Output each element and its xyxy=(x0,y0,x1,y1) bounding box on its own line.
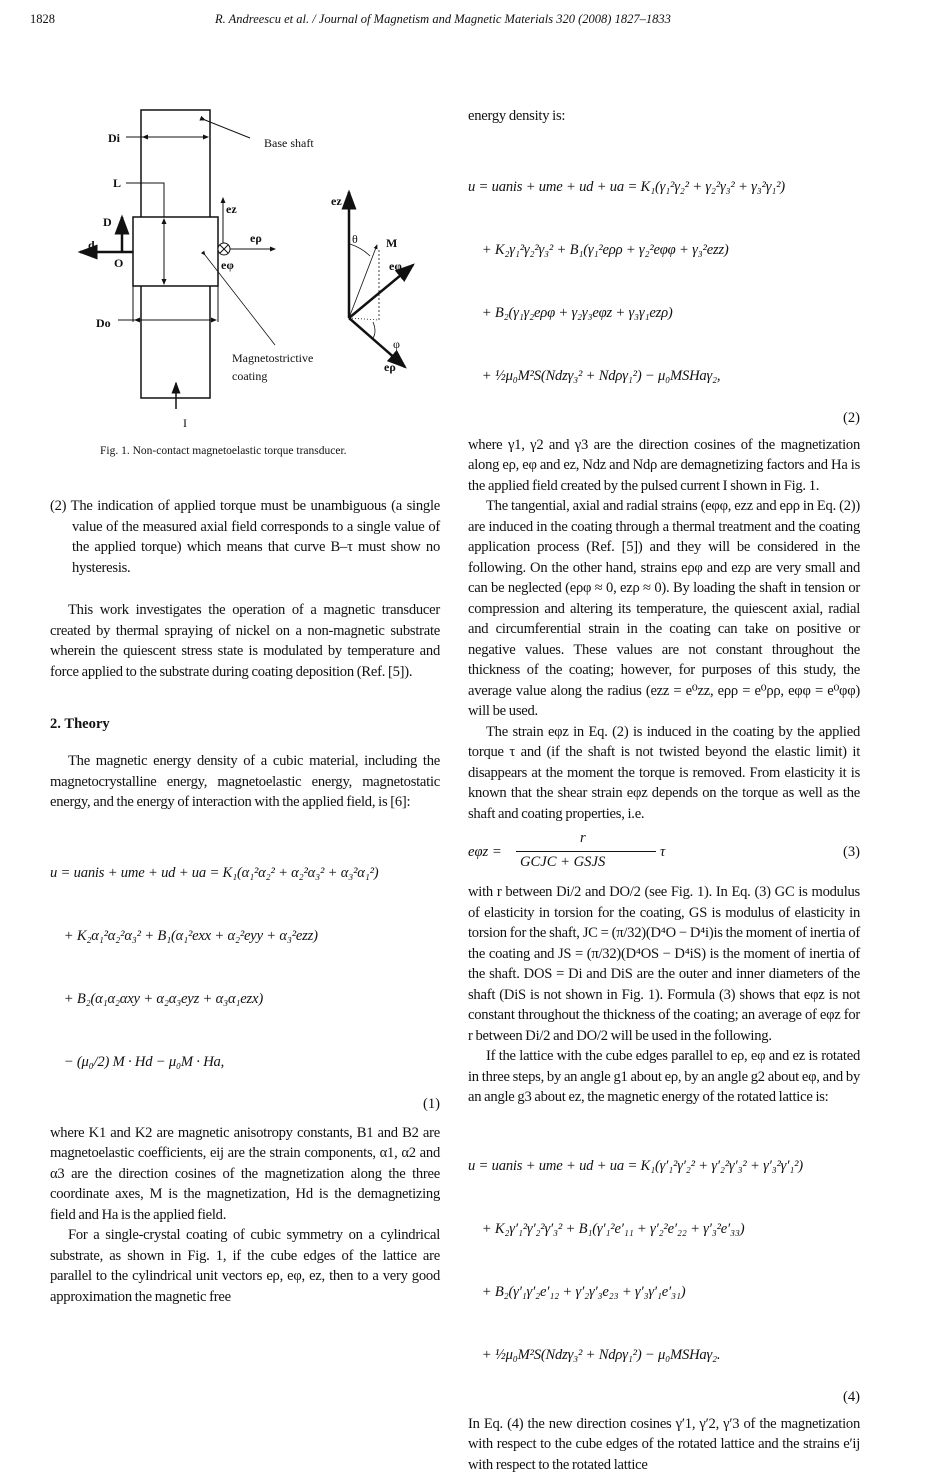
equation-line: u = uanis + ume + ud + ua = K₁(α₁²α₂² + α₂²α₃² + α₃²α₁²) xyxy=(50,863,378,884)
paragraph: The magnetic energy density of a cubic material, including the magnetocrystalline energy, magnetoelastic energy, magnetostatic energy, and the energy of interaction with the applied field, is [6]: xyxy=(50,751,440,813)
equation-number: (1) xyxy=(423,1094,440,1115)
label-d: d xyxy=(88,238,95,253)
equation-line: + K₂γ′₁²γ′₂²γ′₃² + B₁(γ′₁²e′₁₁ + γ′₂²e′₂₂ + γ′₃²e′₃₃) xyxy=(468,1219,803,1240)
paragraph: The tangential, axial and radial strains (eφφ, ezz and eρρ in Eq. (2)) are induced in the coating through a thermal treatment and the coating application process (Ref. [5]) and they will be considered in the following. On the other hand, strains eρφ and ezρ are very small and can be neglected (eρφ ≈ 0, ezρ ≈ 0). By loading the shaft in tension or compression and altering its temperature, the quiescent axial, radial and circumferential strain in the coating can take on positive or negative values. These values are not constant throughout the thickness of the coating; however, for purposes of this study, the average value along the radius (ezz = e⁰zz, eρρ = e⁰ρρ, eφφ = e⁰φφ) will be used. xyxy=(468,496,860,722)
right-column xyxy=(468,106,860,1475)
label-ez: ez xyxy=(226,202,237,217)
label-erho-2: eρ xyxy=(384,360,396,375)
label-Do: Do xyxy=(96,316,111,331)
label-phi: φ xyxy=(393,337,400,352)
paragraph: For a single-crystal coating of cubic symmetry on a cylindrical substrate, as shown in Fig. 1, if the cube edges of the lattice are parallel to the cylindrical unit vectors eρ, eφ, ez, then to a very good approximation the magnetic free xyxy=(50,1225,440,1307)
equation-1 xyxy=(50,821,378,1115)
equation-number: (3) xyxy=(843,844,860,861)
paragraph: This work investigates the operation of a magnetic transducer created by thermal spraying of nickel on a non-magnetic substrate wherein the quiescent stress state is modulated by temperature and force applied to the substrate during coating deposition (Ref. [5]). xyxy=(50,600,440,682)
label-D: D xyxy=(103,215,112,230)
equation-line: + B₂(γ′₁γ′₂e′₁₂ + γ′₂γ′₃e₂₃ + γ′₃γ′₁e′₃₁) xyxy=(468,1282,803,1303)
equation-2 xyxy=(468,135,785,429)
equation-lhs: eφz = xyxy=(468,844,502,861)
equation-line: − (μ₀/2) M · Hd − μ₀M · Ha, xyxy=(50,1052,378,1073)
equation-number: (2) xyxy=(843,408,860,429)
fraction-bar xyxy=(516,851,656,852)
running-title: R. Andreescu et al. / Journal of Magnetism and Magnetic Materials 320 (2008) 1827–1833 xyxy=(215,12,671,27)
equation-line: + B₂(α₁α₂αxy + α₂α₃eyz + α₃α₁ezx) xyxy=(50,989,378,1010)
equation-line: + ½μ₀M²S(Ndzγ₃² + Ndργ₁²) − μ₀MSHaγ₂, xyxy=(468,366,785,387)
equation-3 xyxy=(468,830,860,876)
figure-caption: Fig. 1. Non-contact magnetoelastic torque transducer. xyxy=(100,445,347,457)
paragraph: energy density is: xyxy=(468,106,860,127)
label-erho: eρ xyxy=(250,231,262,246)
left-column xyxy=(50,496,440,1307)
label-Di: Di xyxy=(108,131,120,146)
page-number: 1828 xyxy=(30,12,55,27)
coating-box xyxy=(133,217,218,286)
label-O: O xyxy=(114,256,123,271)
equation-1-row xyxy=(50,821,440,1115)
equation-2-row xyxy=(468,135,860,429)
label-M: M xyxy=(386,236,397,251)
label-ephi: eφ xyxy=(221,258,234,273)
equation-line: + K₂α₁²α₂²α₃² + B₁(α₁²exx + α₂²eyy + α₃²ezz) xyxy=(50,926,378,947)
label-I: I xyxy=(183,416,187,431)
paragraph: The strain eφz in Eq. (2) is induced in the coating by the applied torque τ and (if the shaft is not twisted beyond the elastic limit) it disappears at the moment the torque is removed. From elasticity it is known that the shear strain eφz depends on the torque as well as the shaft and coating properties, i.e. xyxy=(468,722,860,825)
paragraph: with r between Di/2 and DO/2 (see Fig. 1). In Eq. (3) GC is modulus of elasticity in torsion for the coating, GS is modulus of elasticity in torsion for the shaft, JC = (π/32)(D⁴O − D⁴i)is the moment of inertia of the coating and JS = (π/32)(D⁴OS − D⁴iS) is the moment of inertia of the shaft. DOS = Di and DiS are the outer and inner diameters of the shaft (DiS is not shown in Fig. 1). Formula (3) shows that eφz is not constant throughout the thickness of the coating; an average of eφz for r between Di/2 and DO/2 will be used in the following. xyxy=(468,882,860,1046)
paragraph: where K1 and K2 are magnetic anisotropy constants, B1 and B2 are magnetoelastic coefficients, eij are the strain components, α1, α2 and α3 are the direction cosines of the magnetization along the three coordinate axes, M is the magnetization, Hd is the demagnetizing field and Ha is the applied field. xyxy=(50,1123,440,1226)
paragraph: In Eq. (4) the new direction cosines γ′1, γ′2, γ′3 of the magnetization with respect to the cube edges of the rotated lattice and the strains e′ij with respect to the rotated lattice xyxy=(468,1414,860,1475)
equation-4-row xyxy=(468,1114,860,1408)
label-coating-2: coating xyxy=(232,369,267,384)
fraction-denominator: GCJC + GSJS xyxy=(520,854,605,871)
equation-4 xyxy=(468,1114,803,1408)
equation-number: (4) xyxy=(843,1387,860,1408)
label-L: L xyxy=(113,176,121,191)
equation-line: + ½μ₀M²S(Ndzγ₃² + Ndργ₁²) − μ₀MSHaγ₂. xyxy=(468,1345,803,1366)
fraction-numerator: r xyxy=(580,830,586,847)
equation-line: u = uanis + ume + ud + ua = K₁(γ₁²γ₂² + γ₂²γ₃² + γ₃²γ₁²) xyxy=(468,177,785,198)
label-base-shaft: Base shaft xyxy=(264,136,314,151)
equation-tau: τ xyxy=(660,844,665,861)
label-theta: θ xyxy=(352,232,358,247)
equation-line: u = uanis + ume + ud + ua = K₁(γ′₁²γ′₂² + γ′₂²γ′₃² + γ′₃²γ′₁²) xyxy=(468,1156,803,1177)
paragraph: If the lattice with the cube edges parallel to eρ, eφ and ez is rotated in three steps, by an angle g1 about eρ, by an angle g2 about eφ, and by an angle g3 about ez, the magnetic energy of the rotated lattice is: xyxy=(468,1046,860,1108)
paragraph: where γ1, γ2 and γ3 are the direction cosines of the magnetization along eρ, eφ and ez, Ndz and Ndρ are demagnetizing factors and Ha is the applied field created by the pulsed current I shown in Fig. 1. xyxy=(468,435,860,497)
label-ez-2: ez xyxy=(331,194,342,209)
label-coating-1: Magnetostrictive xyxy=(232,351,313,366)
list-item-2: (2) The indication of applied torque must be unambiguous (a single value of the measured axial field corresponds to a single value of the applied torque) which means that curve B–τ must show no hysteresis. xyxy=(50,496,440,578)
equation-line: + B₂(γ₁γ₂eρφ + γ₂γ₃eφz + γ₃γ₁ezρ) xyxy=(468,303,785,324)
label-ephi-2: eφ xyxy=(389,259,402,274)
section-heading: 2. Theory xyxy=(50,716,440,733)
equation-line: + K₂γ₁²γ₂²γ₃² + B₁(γ₁²eρρ + γ₂²eφφ + γ₃²ezz) xyxy=(468,240,785,261)
